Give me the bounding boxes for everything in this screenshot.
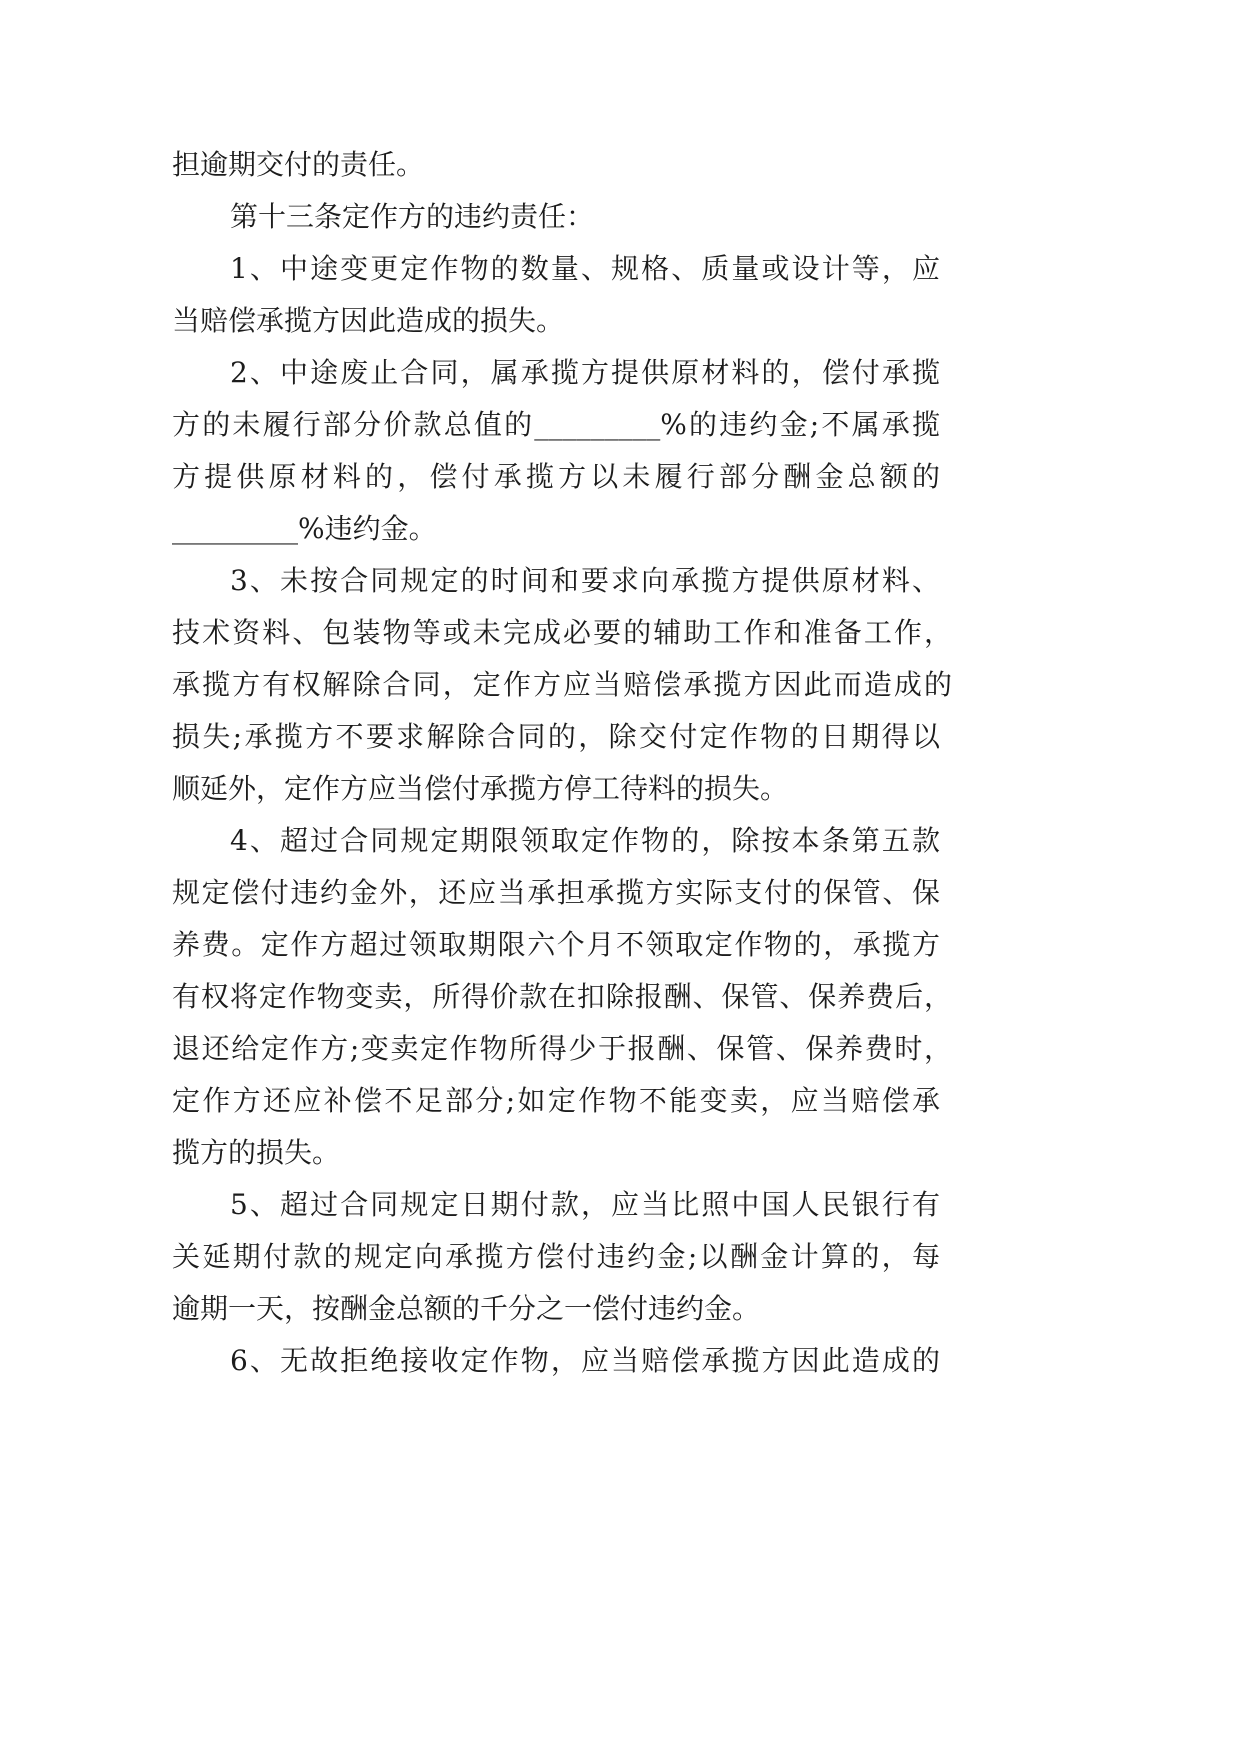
paragraph-line: 3、未按合同规定的时间和要求向承揽方提供原材料、 <box>230 564 940 597</box>
paragraph-line: 养费。定作方超过领取期限六个月不领取定作物的，承揽方 <box>172 928 940 961</box>
paragraph-line: 6、无故拒绝接收定作物，应当赔偿承揽方因此造成的 <box>230 1344 940 1377</box>
paragraph-line: 担逾期交付的责任。 <box>172 148 425 181</box>
paragraph-line: 第十三条定作方的违约责任： <box>230 200 595 233</box>
paragraph-line: 定作方还应补偿不足部分;如定作物不能变卖，应当赔偿承 <box>172 1084 940 1117</box>
paragraph-line: 逾期一天，按酬金总额的千分之一偿付违约金。 <box>172 1292 761 1325</box>
clause-3 <box>172 555 952 815</box>
paragraph-line: 承揽方有权解除合同，定作方应当赔偿承揽方因此而造成的 <box>172 668 952 701</box>
clause-6 <box>172 1335 952 1387</box>
paragraph-line: 1、中途变更定作物的数量、规格、质量或设计等，应 <box>230 252 940 285</box>
clause-1 <box>172 243 952 347</box>
paragraph-line: 关延期付款的规定向承揽方偿付违约金;以酬金计算的，每 <box>172 1240 940 1273</box>
clause-4 <box>172 815 952 1179</box>
paragraph-line: 2、中途废止合同，属承揽方提供原材料的，偿付承揽 <box>230 356 940 389</box>
paragraph-line: 当赔偿承揽方因此造成的损失。 <box>172 304 565 337</box>
paragraph-line: 有权将定作物变卖，所得价款在扣除报酬、保管、保养费后， <box>172 980 952 1013</box>
paragraph-line: 方的未履行部分价款总值的_________%的违约金;不属承揽 <box>172 408 940 441</box>
paragraph-line: 方提供原材料的，偿付承揽方以未履行部分酬金总额的 <box>172 460 940 493</box>
paragraph-line: 退还给定作方;变卖定作物所得少于报酬、保管、保养费时， <box>172 1032 952 1065</box>
paragraph-line: _________%违约金。 <box>172 512 437 545</box>
clause-2 <box>172 347 952 555</box>
paragraph-line: 顺延外，定作方应当偿付承揽方停工待料的损失。 <box>172 772 789 805</box>
article-13-heading <box>172 191 952 243</box>
paragraph-continuation <box>172 139 952 191</box>
paragraph-line: 5、超过合同规定日期付款，应当比照中国人民银行有 <box>230 1188 940 1221</box>
document-page <box>172 139 952 1387</box>
paragraph-line: 规定偿付违约金外，还应当承担承揽方实际支付的保管、保 <box>172 876 940 909</box>
paragraph-line: 损失;承揽方不要求解除合同的，除交付定作物的日期得以 <box>172 720 940 753</box>
paragraph-line: 揽方的损失。 <box>172 1136 341 1169</box>
clause-5 <box>172 1179 952 1335</box>
paragraph-line: 4、超过合同规定期限领取定作物的，除按本条第五款 <box>230 824 940 857</box>
paragraph-line: 技术资料、包装物等或未完成必要的辅助工作和准备工作， <box>172 616 952 649</box>
